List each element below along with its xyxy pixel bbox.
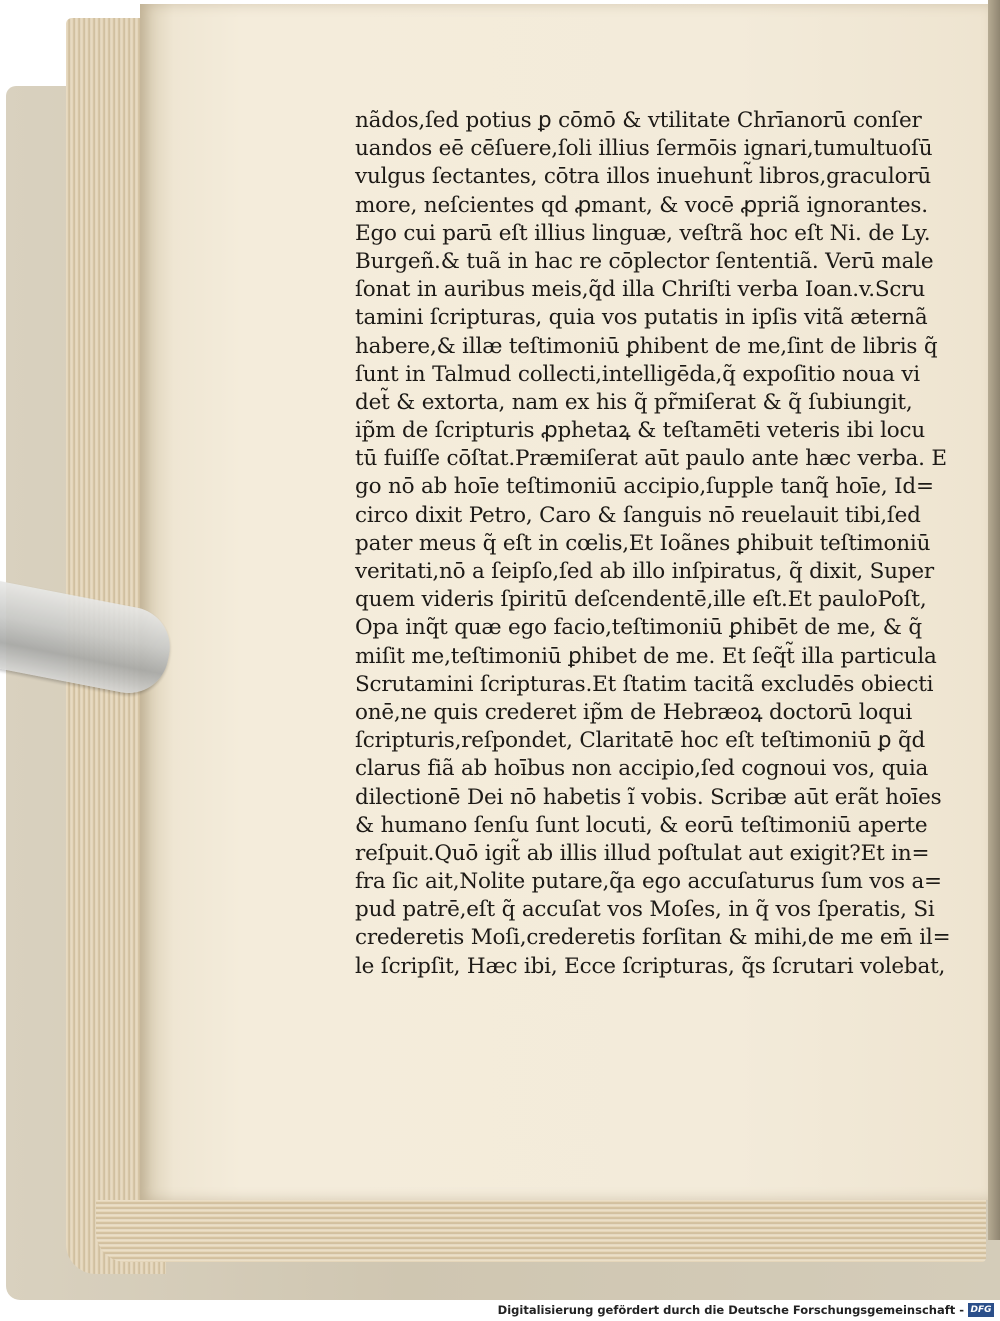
text-line: crederetis Moſi,crederetis forſitan & mihi,de me em̄ il= — [355, 925, 951, 951]
dfg-logo-icon: DFG — [968, 1303, 994, 1317]
text-line: Burgeñ.& tuã in hac re cōplector ſententiã. Verū male — [355, 248, 934, 274]
text-line: ſonat in auribus meis,q̃d illa Chriſti verba Ioan.v.Scru — [355, 277, 925, 303]
page-edges-bottom — [96, 1200, 986, 1262]
gutter-shadow — [988, 0, 1000, 1240]
text-line: ſunt in Talmud collecti,intelligēda,q̃ expoſitio noua vi — [355, 361, 920, 387]
text-line: reſpuit.Quō igit̃ ab illis illud poſtulat aut exigit?Et in= — [355, 840, 930, 866]
text-line: tamini ſcripturas, quia vos putatis in ipſis vitã æternã — [355, 305, 928, 331]
text-line: Ego cui parū eſt illius linguæ, veſtrã hoc eſt Ni. de Ly. — [355, 220, 931, 246]
text-line: det̃ & extorta, nam ex his q̃ pr̃miſerat & q̃ ſubiungit, — [355, 389, 913, 415]
text-line: ip̃m de ſcripturis ꝓphetaꝝ & teſtamēti veteris ibi locu — [355, 418, 926, 444]
text-line: onē,ne quis crederet ip̃m de Hebræoꝝ doctorū loqui — [355, 699, 913, 725]
text-line: miſit me,teſtimoniū ꝑhibet de me. Et ſeq̃t̃ illa particula — [355, 643, 937, 669]
text-line: circo dixit Petro, Caro & ſanguis nō reuelauit tibi,ſed — [355, 502, 921, 528]
text-line: uandos eē cēſuere,ſoli illius ſermōis ignari,tumultuoſū — [355, 136, 933, 162]
text-line: quem videris ſpiritū deſcendentē,ille eſt.Et pauloPoſt, — [355, 587, 927, 613]
text-line: & humano ſenſu ſunt locuti, & eorū teſtimoniū aperte — [355, 812, 928, 838]
text-line: habere,& illæ teſtimoniū ꝑhibent de me,ſint de libris q̃ — [355, 333, 938, 359]
text-line: dilectionē Dei nō habetis ĩ vobis. Scribæ aūt erãt hoīes — [355, 784, 942, 810]
text-line: go nō ab hoīe teſtimoniū accipio,ſupple tanq̃ hoīe, Id= — [355, 474, 934, 500]
text-line: le ſcripſit, Hæc ibi, Ecce ſcripturas, q̃s ſcrutari volebat, — [355, 953, 946, 979]
text-line: Scrutamini ſcripturas.Et ſtatim tacitã excludēs obiecti — [355, 671, 934, 697]
text-line: ſcripturis,reſpondet, Claritatē hoc eſt teſtimoniū ꝑ q̃d — [355, 728, 926, 754]
text-line: tū fuiſſe cōſtat.Præmiſerat aūt paulo ante hæc verba. E — [355, 446, 947, 472]
footer-bar — [0, 1300, 1000, 1321]
text-line: veritati,nō a ſeipſo,ſed ab illo inſpiratus, q̃ dixit, Super — [355, 559, 934, 584]
text-line: nãdos,ſed potius ꝑ cōmō & vtilitate Chrīanorū conſer — [355, 108, 922, 133]
text-line: Opa inq̃t quæ ego facio,teſtimoniū ꝑhibēt de me, & q̃ — [355, 615, 922, 641]
text-line: pud patrē,eſt q̃ accuſat vos Moſes, in q̃ vos ſperatis, Si — [355, 897, 935, 923]
text-line: more, neſcientes qd ꝓmant, & vocē ꝓpriã ignorantes. — [355, 192, 928, 218]
text-line: fra ſic ait,Nolite putare,q̃a ego accuſaturus ſum vos a= — [355, 869, 942, 895]
text-line: pater meus q̃ eſt in cœlis,Et Ioãnes ꝑhibuit teſtimoniū — [355, 530, 931, 556]
footer-credit: Digitalisierung gefördert durch die Deutsche Forschungsgemeinschaft - — [497, 1303, 964, 1317]
text-line: clarus fiã ab hoībus non accipio,ſed cognoui vos, quia — [355, 756, 929, 782]
text-line: vulgus ſectantes, cōtra illos inuehunt̃ libros,graculorū — [355, 164, 932, 190]
page-text-block — [355, 107, 951, 981]
